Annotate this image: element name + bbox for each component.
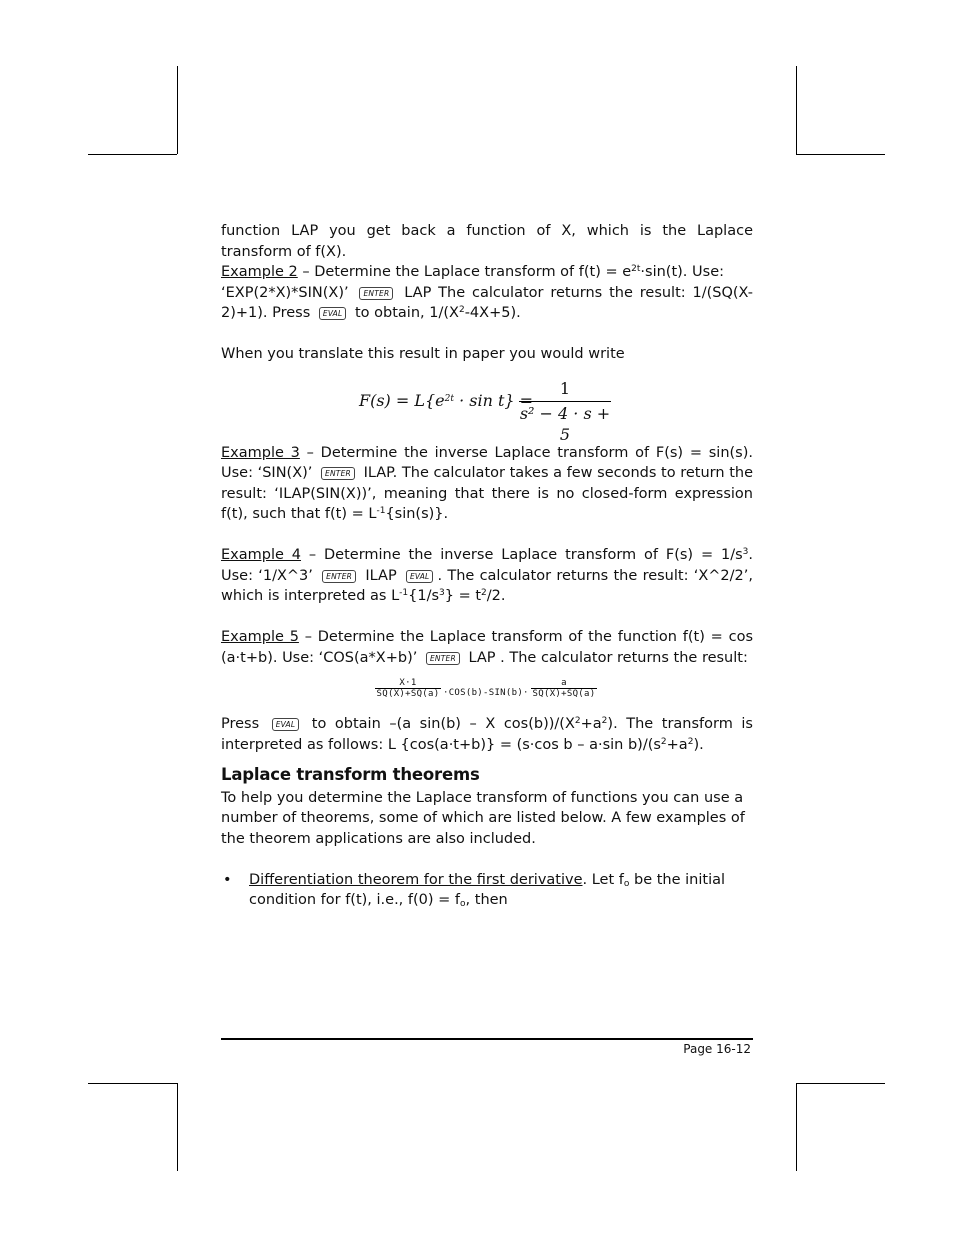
crop-mark-top-left-h: [88, 154, 177, 155]
example-4-paragraph: Example 4 – Determine the inverse Laplace transform of $F(s) = 1/s^3$. Use: ‘1/X^3’ ENTER ILAP EVAL . The calculator returns the result: ‘X^2/2’, which is interpreted as $L^{-1}\{1/s^3\} = t^2/2$.: [221, 547, 753, 604]
enter-key-icon: ENTER: [322, 570, 356, 583]
result-middle: ·COS(b)-SIN(b)·: [443, 688, 529, 698]
calculator-result-display: [375, 678, 753, 700]
formula-lhs: $F(s) = L\{e^{2t} \cdot \sin t\}$ =: [359, 390, 534, 410]
page-content: [221, 221, 753, 911]
example-3-paragraph: Example 3 – Determine the inverse Laplace transform of F(s) = sin(s). Use: ‘SIN(X)’ ENTER ILAP. The calculator takes a few seconds to return the result: ‘ILAP(SIN(X))’, meaning that there is no closed-form expression f(t), such that $f(t) = L^{-1}\{\sin(s)\}$.: [221, 444, 753, 522]
exponent: 2t: [631, 264, 641, 274]
crop-mark-top-right-v: [796, 66, 797, 154]
formula-denominator: s² − 4 · s + 5: [519, 404, 611, 444]
result-fraction-1: X·1 SQ(X)+SQ(a): [376, 678, 440, 699]
crop-mark-bottom-right-h: [796, 1083, 885, 1084]
crop-mark-top-right-h: [796, 154, 885, 155]
example-5-label: Example 5: [221, 629, 299, 645]
eval-note-paragraph: Press EVAL to obtain –(a sin(b) – X $\cos(b))/(X^2+a^2)$. The transform is interpreted as follows: L {cos(a·t+b)} = (s·cos b – a·sin $b)/(s^2+a^2)$.: [221, 716, 753, 753]
translate-paragraph: When you translate this result in paper you would write: [221, 346, 625, 362]
crop-mark-top-left-v: [177, 66, 178, 154]
page-number: Page 16-12: [683, 1042, 751, 1056]
section-paragraph: To help you determine the Laplace transform of functions you can use a number of theorems, some of which are listed below. A few examples of the theorem applications are also included.: [221, 789, 745, 847]
eval-key-icon: EVAL: [272, 718, 299, 731]
footer-rule: [221, 1038, 753, 1040]
enter-key-icon: ENTER: [426, 652, 460, 665]
example-2-label: Example 2: [221, 264, 298, 280]
example-2-paragraph: Example 2 – Determine the Laplace transform of $f(t) = e^{2t}\cdot\sin(t)$. Use: ‘EXP(2*X)*SIN(X)’ ENTER LAP The calculator returns the result: 1/(SQ(X-2)+1). Press EVAL to obtain, $1/(X^2-4X+5)$.: [221, 264, 754, 321]
crop-mark-bottom-left-v: [177, 1083, 178, 1171]
crop-mark-bottom-left-h: [88, 1083, 177, 1084]
intro-text: function LAP you get back a function of X, which is the Laplace transform of f(X).: [221, 223, 753, 260]
example-3-label: Example 3: [221, 444, 300, 461]
bullet-item: • Differentiation theorem for the first derivative. Let $f_o$ be the initial condition for f(t), i.e., $f(0) = f_o$, then: [223, 871, 726, 909]
intro-paragraph: [221, 221, 753, 262]
command-text: ‘EXP(2*X)*SIN(X)’: [221, 284, 349, 301]
result-fraction-2: a SQ(X)+SQ(a): [532, 678, 596, 699]
example-5-paragraph: Example 5 – Determine the Laplace transform of the function f(t) = cos (a·t+b). Use: ‘COS(a*X+b)’ ENTER LAP . The calculator returns the result:: [221, 629, 753, 666]
bullet-link: Differentiation theorem for the first derivative: [249, 871, 583, 888]
example-4-label: Example 4: [221, 547, 302, 563]
eval-key-icon: EVAL: [406, 570, 433, 583]
eval-key-icon: EVAL: [319, 307, 346, 320]
formula-numerator: 1: [519, 379, 611, 403]
enter-key-icon: ENTER: [359, 287, 393, 300]
enter-key-icon: ENTER: [321, 467, 355, 480]
crop-mark-bottom-right-v: [796, 1083, 797, 1171]
bullet-marker: •: [223, 871, 232, 888]
laplace-formula: [359, 378, 753, 444]
section-heading: Laplace transform theorems: [221, 765, 480, 784]
formula-fraction: [519, 379, 611, 446]
